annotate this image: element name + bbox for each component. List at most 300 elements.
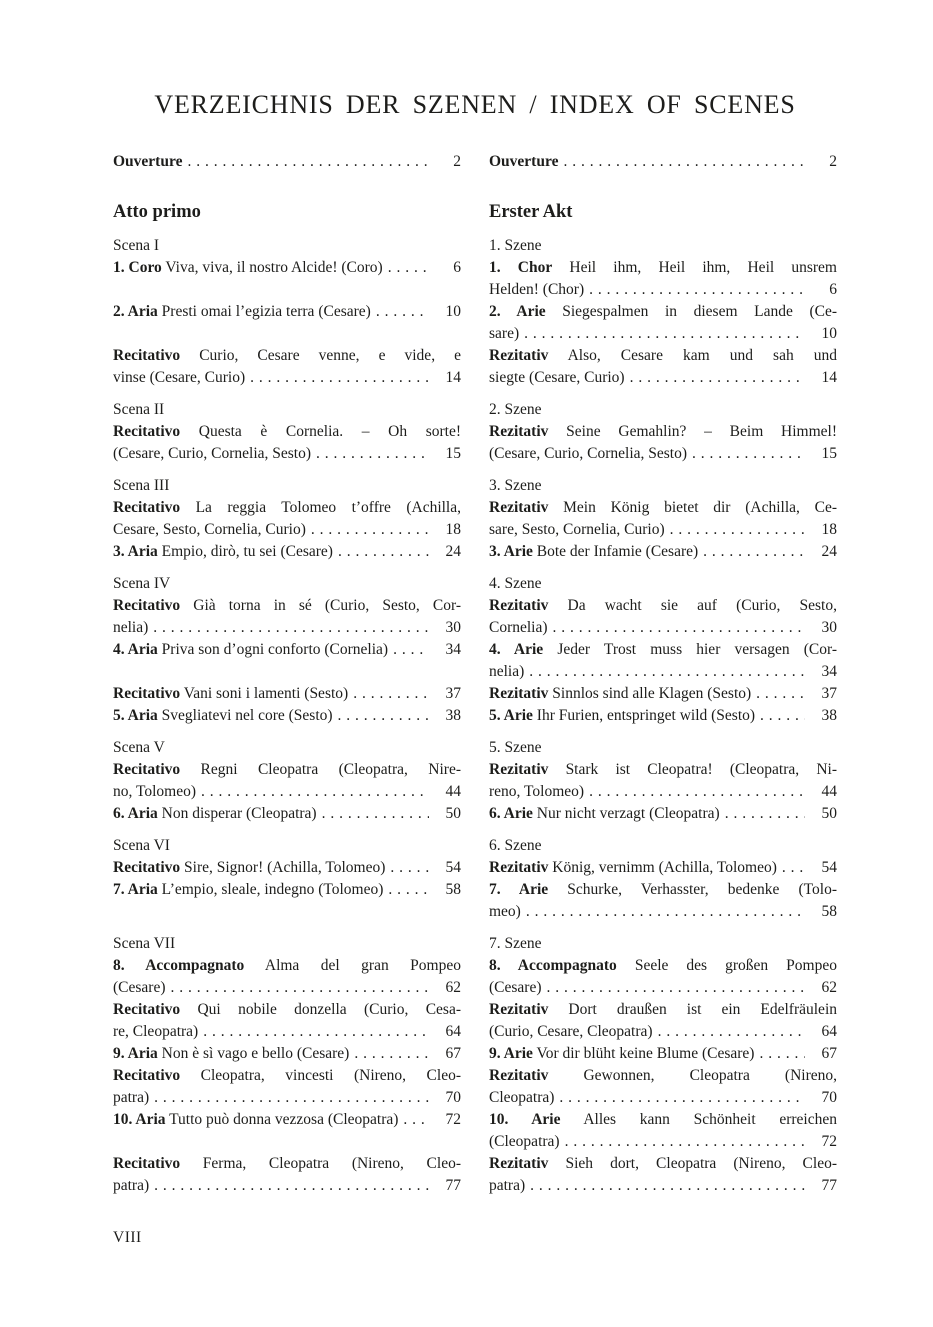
- dot-leader: [353, 683, 429, 705]
- entry-label: Rezitativ: [489, 761, 549, 778]
- toc-row: [113, 151, 837, 173]
- dot-leader: [316, 443, 429, 465]
- toc-entry-line: 4. Arie Jeder Trost muss hier versagen (Cor-: [489, 641, 837, 658]
- entry-text: no, Tolomeo): [113, 783, 197, 800]
- toc-row: [113, 1043, 837, 1065]
- toc-entry: [113, 879, 461, 923]
- page-number: 30: [445, 619, 461, 636]
- entry-text: 6. Arie Nur nicht verzagt (Cleopatra): [489, 805, 720, 822]
- page-number: 44: [821, 783, 837, 800]
- entry-text: patra): [489, 1177, 526, 1194]
- toc-row: [113, 999, 837, 1043]
- entry-text: meo): [489, 903, 521, 920]
- entry-label: Ouverture: [113, 153, 183, 170]
- dot-leader: [559, 1087, 805, 1109]
- toc-entry-line: [489, 519, 837, 541]
- entry-label: 7. Aria: [113, 881, 158, 898]
- page-number: 34: [821, 663, 837, 680]
- entry-label: 1. Coro: [113, 259, 162, 276]
- toc-row: [113, 1153, 837, 1197]
- page-number: 14: [445, 369, 461, 386]
- entry-text: reno, Tolomeo): [489, 783, 585, 800]
- scene-label: 4. Szene: [489, 575, 542, 592]
- entry-label: Recitativo: [113, 1067, 181, 1084]
- entry-text: vinse (Cesare, Curio): [113, 369, 246, 386]
- page-number: 30: [821, 619, 837, 636]
- toc-entry-line: Recitativo Questa è Cornelia. – Oh sorte!: [113, 423, 461, 440]
- page-number: 77: [445, 1177, 461, 1194]
- toc-entry: [489, 345, 837, 389]
- entry-text: Rezitativ König, vernimm (Achilla, Tolomeo): [489, 859, 777, 876]
- dot-leader: [153, 617, 429, 639]
- toc-entry: [113, 803, 461, 825]
- toc-entry-line: [113, 639, 461, 661]
- dot-leader: [692, 443, 805, 465]
- entry-text: 5. Aria Svegliatevi nel core (Sesto): [113, 707, 333, 724]
- entry-text: (Cesare, Curio, Cornelia, Sesto): [113, 445, 312, 462]
- dot-leader: [338, 705, 429, 727]
- page-number: 34: [445, 641, 461, 658]
- dot-leader: [703, 541, 805, 563]
- act-heading: Erster Akt: [489, 202, 573, 222]
- entry-text: 2. Aria Presti omai l’egizia terra (Cesare): [113, 303, 371, 320]
- entry-label: 9. Arie: [489, 1045, 533, 1062]
- entry-label: 10. Arie: [489, 1111, 561, 1128]
- entry-text: 3. Aria Empio, dirò, tu sei (Cesare): [113, 543, 333, 560]
- toc-entry-line: 1. Chor Heil ihm, Heil ihm, Heil unsrem: [489, 259, 837, 276]
- toc-entry-line: [113, 803, 461, 825]
- toc-entry: [113, 497, 461, 541]
- entry-text: Cesare, Sesto, Cornelia, Curio): [113, 521, 306, 538]
- entry-label: Rezitativ: [489, 1155, 549, 1172]
- entry-text: Helden! (Chor): [489, 281, 585, 298]
- toc-entry-line: 10. Arie Alles kann Schönheit erreichen: [489, 1111, 837, 1128]
- entry-text: re, Cleopatra): [113, 1023, 199, 1040]
- toc-entry-line: Rezitativ Dort draußen ist ein Edelfräulein: [489, 1001, 837, 1018]
- toc-entry-line: [113, 301, 461, 323]
- toc-entry: [113, 1043, 461, 1065]
- page-number: 58: [445, 881, 461, 898]
- toc-entry-line: [489, 617, 837, 639]
- entry-text: 6. Aria Non disperar (Cleopatra): [113, 805, 317, 822]
- dot-leader: [388, 257, 429, 279]
- page-number: 72: [821, 1133, 837, 1150]
- toc-entry-line: [113, 367, 461, 389]
- toc-entry-line: [113, 1175, 461, 1197]
- toc-entry: [489, 803, 837, 825]
- toc-entry-line: [489, 1043, 837, 1065]
- page-number: 77: [821, 1177, 837, 1194]
- toc-entry-line: Recitativo Ferma, Cleopatra (Nireno, Cleo-: [113, 1155, 461, 1172]
- page-number: 37: [821, 685, 837, 702]
- toc-entry: [489, 541, 837, 563]
- page-number: 2: [829, 153, 837, 170]
- toc-entry: [489, 497, 837, 541]
- dot-leader: [388, 879, 429, 901]
- toc-entry: [489, 879, 837, 923]
- toc-entry-line: [489, 705, 837, 727]
- toc-entry-line: [113, 879, 461, 901]
- toc-entry: [113, 683, 461, 705]
- dot-leader: [203, 1021, 429, 1043]
- entry-text: Recitativo Sire, Signor! (Achilla, Tolomeo): [113, 859, 386, 876]
- toc-entry-line: [489, 541, 837, 563]
- dot-leader: [630, 367, 805, 389]
- entry-label: 8. Accompagnato: [489, 957, 617, 974]
- dot-leader: [250, 367, 429, 389]
- toc-entry-line: Rezitativ Gewonnen, Cleopatra (Nireno,: [489, 1067, 837, 1084]
- entry-label: Recitativo: [113, 1001, 181, 1018]
- toc-entry: [489, 639, 837, 683]
- toc-entry: [113, 541, 461, 563]
- entry-label: Recitativo: [113, 597, 181, 614]
- toc-entry: [113, 257, 461, 301]
- toc-entry-line: [489, 661, 837, 683]
- page-number: 15: [445, 445, 461, 462]
- entry-label: Recitativo: [113, 1155, 181, 1172]
- dot-leader: [782, 857, 805, 879]
- toc-entry-line: Rezitativ Da wacht sie auf (Curio, Sesto,: [489, 597, 837, 614]
- entry-label: Rezitativ: [489, 1067, 549, 1084]
- toc-entry-line: [489, 803, 837, 825]
- scene-label: Scena II: [113, 401, 165, 418]
- toc-entry-line: [489, 1021, 837, 1043]
- entry-label: 2. Aria: [113, 303, 158, 320]
- dot-leader: [563, 151, 805, 173]
- scene-label: Scena IV: [113, 575, 171, 592]
- entry-label: Recitativo: [113, 761, 181, 778]
- entry-label: Recitativo: [113, 859, 181, 876]
- toc-entry-line: Recitativo Cleopatra, vincesti (Nireno, Cleo-: [113, 1067, 461, 1084]
- toc-entry: [113, 595, 461, 639]
- page-number: 62: [821, 979, 837, 996]
- toc-entry: [113, 421, 461, 465]
- page-number: 10: [821, 325, 837, 342]
- toc-entry: [489, 955, 837, 999]
- entry-label: Rezitativ: [489, 859, 549, 876]
- dot-leader: [670, 519, 805, 541]
- scene-label: 3. Szene: [489, 477, 542, 494]
- page-number: 67: [821, 1045, 837, 1062]
- dot-leader: [154, 1175, 429, 1197]
- page-number: 14: [821, 369, 837, 386]
- toc-entry: [113, 955, 461, 999]
- toc-rows: [113, 151, 837, 1197]
- entry-text: 9. Aria Non è sì vago e bello (Cesare): [113, 1045, 350, 1062]
- toc-row: [113, 257, 837, 301]
- toc-entry-line: [489, 443, 837, 465]
- scene-label: 7. Szene: [489, 935, 542, 952]
- toc-row: [113, 737, 837, 759]
- page-number: 50: [821, 805, 837, 822]
- entry-text: 4. Aria Priva son d’ogni conforto (Cornelia): [113, 641, 389, 658]
- dot-leader: [756, 683, 805, 705]
- entry-label: 5. Aria: [113, 707, 158, 724]
- toc-entry-line: [113, 705, 461, 727]
- page-number: 54: [821, 859, 837, 876]
- toc-entry-line: Rezitativ Also, Cesare kam und sah und: [489, 347, 837, 364]
- toc-row: [113, 399, 837, 421]
- toc-entry-line: [489, 901, 837, 923]
- page-number: 38: [445, 707, 461, 724]
- toc-entry-line: [113, 541, 461, 563]
- toc-row: [113, 541, 837, 563]
- dot-leader: [589, 781, 805, 803]
- toc-row: [113, 803, 837, 825]
- entry-text: [113, 151, 182, 173]
- toc-entry: [113, 639, 461, 683]
- entry-label: 6. Arie: [489, 805, 533, 822]
- dot-leader: [529, 661, 805, 683]
- toc-entry: [489, 1109, 837, 1153]
- dot-leader: [376, 301, 429, 323]
- page-number: 58: [821, 903, 837, 920]
- page-number: 44: [445, 783, 461, 800]
- entry-text: Cornelia): [489, 619, 548, 636]
- toc-entry-line: [113, 977, 461, 999]
- dot-leader: [530, 1175, 805, 1197]
- toc-row: [113, 759, 837, 803]
- toc-row: [113, 835, 837, 857]
- page-number: 37: [445, 685, 461, 702]
- toc-entry-line: [113, 1021, 461, 1043]
- toc-entry-line: [489, 151, 837, 173]
- page-number: 72: [445, 1111, 461, 1128]
- page-number: 67: [445, 1045, 461, 1062]
- dot-leader: [403, 1109, 429, 1131]
- toc-entry-line: Rezitativ Stark ist Cleopatra! (Cleopatra, Ni-: [489, 761, 837, 778]
- page-number: 54: [445, 859, 461, 876]
- toc-row: [113, 857, 837, 879]
- page-number: 38: [821, 707, 837, 724]
- toc-entry: [113, 999, 461, 1043]
- toc-entry: [489, 683, 837, 705]
- scene-label: Scena VI: [113, 837, 170, 854]
- toc-entry-line: 8. Accompagnato Seele des großen Pompeo: [489, 957, 837, 974]
- toc-row: [113, 421, 837, 465]
- dot-leader: [760, 705, 805, 727]
- toc-row: [113, 475, 837, 497]
- scene-label: Scena V: [113, 739, 165, 756]
- toc-entry-line: [113, 151, 461, 173]
- dot-leader: [565, 1131, 805, 1153]
- entry-label: 8. Accompagnato: [113, 957, 245, 974]
- toc-entry-line: Recitativo Curio, Cesare venne, e vide, e: [113, 347, 461, 364]
- dot-leader: [725, 803, 805, 825]
- dot-leader: [171, 977, 430, 999]
- entry-label: 6. Aria: [113, 805, 158, 822]
- entry-label: 1. Chor: [489, 259, 553, 276]
- entry-label: 3. Aria: [113, 543, 158, 560]
- dot-leader: [201, 781, 429, 803]
- toc-row: [113, 639, 837, 683]
- toc-entry-line: [489, 977, 837, 999]
- toc-entry: [489, 421, 837, 465]
- page-number: 24: [821, 543, 837, 560]
- entry-text: [489, 151, 558, 173]
- page-number: 62: [445, 979, 461, 996]
- dot-leader: [322, 803, 429, 825]
- page-number: 50: [445, 805, 461, 822]
- dot-leader: [547, 977, 806, 999]
- toc-row: [113, 879, 837, 923]
- dot-leader: [524, 323, 805, 345]
- toc-row: [113, 573, 837, 595]
- page-number: 64: [445, 1023, 461, 1040]
- toc-entry: [489, 257, 837, 301]
- entry-label: 7. Arie: [489, 881, 549, 898]
- page-number: 70: [445, 1089, 461, 1106]
- toc-row: [113, 199, 837, 225]
- page-title: VERZEICHNIS DER SZENEN / INDEX OF SCENES: [154, 90, 796, 119]
- dot-leader: [338, 541, 429, 563]
- toc-entry: [489, 999, 837, 1043]
- entry-label: Recitativo: [113, 499, 181, 516]
- entry-text: Cleopatra): [489, 1089, 555, 1106]
- page-number: 15: [821, 445, 837, 462]
- toc-entry-line: Recitativo Già torna in sé (Curio, Sesto, Cor-: [113, 597, 461, 614]
- scene-label: Scena III: [113, 477, 170, 494]
- page-number: 70: [821, 1089, 837, 1106]
- toc-entry-line: [113, 519, 461, 541]
- toc-entry: [489, 759, 837, 803]
- toc-entry-line: Rezitativ Sieh dort, Cleopatra (Nireno, Cleo-: [489, 1155, 837, 1172]
- toc-row: [113, 235, 837, 257]
- scene-label: Scena VII: [113, 935, 176, 952]
- page-number: 2: [453, 153, 461, 170]
- toc-row: [113, 683, 837, 705]
- entry-label: Recitativo: [113, 423, 181, 440]
- page-number: 24: [445, 543, 461, 560]
- scene-label: 2. Szene: [489, 401, 542, 418]
- entry-text: nelia): [489, 663, 525, 680]
- entry-label: Ouverture: [489, 153, 559, 170]
- page-number: 18: [445, 521, 461, 538]
- folio-page-number: VIII: [113, 1229, 142, 1246]
- page-number: 6: [829, 281, 837, 298]
- dot-leader: [553, 617, 805, 639]
- toc-entry-line: [113, 683, 461, 705]
- dot-leader: [390, 857, 429, 879]
- toc-entry: [489, 151, 837, 173]
- entry-label: Rezitativ: [489, 499, 549, 516]
- entry-text: sare, Sesto, Cornelia, Curio): [489, 521, 665, 538]
- entry-label: 10. Aria: [113, 1111, 166, 1128]
- toc-entry: [113, 857, 461, 879]
- entry-text: (Cesare): [489, 979, 542, 996]
- toc-entry: [113, 1153, 461, 1197]
- entry-text: 10. Aria Tutto può donna vezzosa (Cleopatra): [113, 1111, 399, 1128]
- entry-label: Rezitativ: [489, 1001, 549, 1018]
- toc-entry-line: [489, 1131, 837, 1153]
- toc-entry: [113, 1109, 461, 1153]
- entry-text: (Curio, Cesare, Cleopatra): [489, 1023, 653, 1040]
- toc-entry-line: [113, 1087, 461, 1109]
- toc-entry-line: [113, 1109, 461, 1131]
- toc-entry-line: [113, 781, 461, 803]
- toc-entry: [489, 301, 837, 345]
- toc-entry-line: 8. Accompagnato Alma del gran Pompeo: [113, 957, 461, 974]
- dot-leader: [526, 901, 805, 923]
- dot-leader: [589, 279, 805, 301]
- toc-entry-line: [113, 257, 461, 279]
- entry-text: (Cleopatra): [489, 1133, 560, 1150]
- entry-label: 3. Arie: [489, 543, 533, 560]
- entry-text: 7. Aria L’empio, sleale, indegno (Tolomeo): [113, 881, 384, 898]
- toc-entry-line: Recitativo Qui nobile donzella (Curio, Cesa-: [113, 1001, 461, 1018]
- page-number: 18: [821, 521, 837, 538]
- entry-label: Recitativo: [113, 347, 181, 364]
- entry-text: sare): [489, 325, 520, 342]
- toc-entry: [489, 705, 837, 727]
- toc-entry-line: 2. Arie Siegespalmen in diesem Lande (Ce-: [489, 303, 837, 320]
- toc-entry: [113, 151, 461, 173]
- entry-text: patra): [113, 1089, 150, 1106]
- dot-leader: [187, 151, 429, 173]
- entry-label: Rezitativ: [489, 685, 549, 702]
- act-heading: Atto primo: [113, 202, 201, 222]
- toc-entry-line: [489, 683, 837, 705]
- entry-text: 3. Arie Bote der Infamie (Cesare): [489, 543, 699, 560]
- toc-entry-line: [113, 443, 461, 465]
- toc-entry: [113, 759, 461, 803]
- entry-label: 2. Arie: [489, 303, 546, 320]
- scene-label: 5. Szene: [489, 739, 542, 756]
- dot-leader: [393, 639, 429, 661]
- toc-entry-line: [489, 367, 837, 389]
- toc-entry: [489, 857, 837, 879]
- entry-label: 9. Aria: [113, 1045, 158, 1062]
- entry-text: Recitativo Vani soni i lamenti (Sesto): [113, 685, 349, 702]
- entry-label: Recitativo: [113, 685, 181, 702]
- toc-entry: [489, 1043, 837, 1065]
- page-number: 6: [453, 259, 461, 276]
- toc-entry-line: 7. Arie Schurke, Verhasster, bedenke (Tolo-: [489, 881, 837, 898]
- dot-leader: [759, 1043, 805, 1065]
- scene-label: Scena I: [113, 237, 160, 254]
- toc-entry-line: [489, 781, 837, 803]
- toc-entry: [113, 705, 461, 727]
- toc-entry: [489, 1065, 837, 1109]
- toc-row: [113, 1109, 837, 1153]
- dot-leader: [154, 1087, 429, 1109]
- dot-leader: [354, 1043, 429, 1065]
- entry-label: Rezitativ: [489, 597, 549, 614]
- toc-entry-line: Rezitativ Mein König bietet dir (Achilla, Ce-: [489, 499, 837, 516]
- page-number: 64: [821, 1023, 837, 1040]
- entry-text: patra): [113, 1177, 150, 1194]
- toc-row: [113, 1065, 837, 1109]
- dot-leader: [658, 1021, 805, 1043]
- toc-entry-line: [489, 279, 837, 301]
- entry-text: 5. Arie Ihr Furien, entspringet wild (Sesto): [489, 707, 756, 724]
- toc-entry-line: [489, 323, 837, 345]
- toc-row: [113, 595, 837, 639]
- toc-entry-line: [113, 857, 461, 879]
- toc-row: [113, 933, 837, 955]
- entry-text: siegte (Cesare, Curio): [489, 369, 625, 386]
- entry-text: (Cesare, Curio, Cornelia, Sesto): [489, 445, 688, 462]
- toc-entry-line: Recitativo Regni Cleopatra (Cleopatra, Nire-: [113, 761, 461, 778]
- entry-text: nelia): [113, 619, 149, 636]
- toc-entry-line: [113, 1043, 461, 1065]
- toc-entry: [113, 301, 461, 345]
- entry-text: (Cesare): [113, 979, 166, 996]
- page-number: 10: [445, 303, 461, 320]
- toc-entry-line: [489, 1175, 837, 1197]
- toc-entry-line: Rezitativ Seine Gemahlin? – Beim Himmel!: [489, 423, 837, 440]
- toc-entry-line: [489, 1087, 837, 1109]
